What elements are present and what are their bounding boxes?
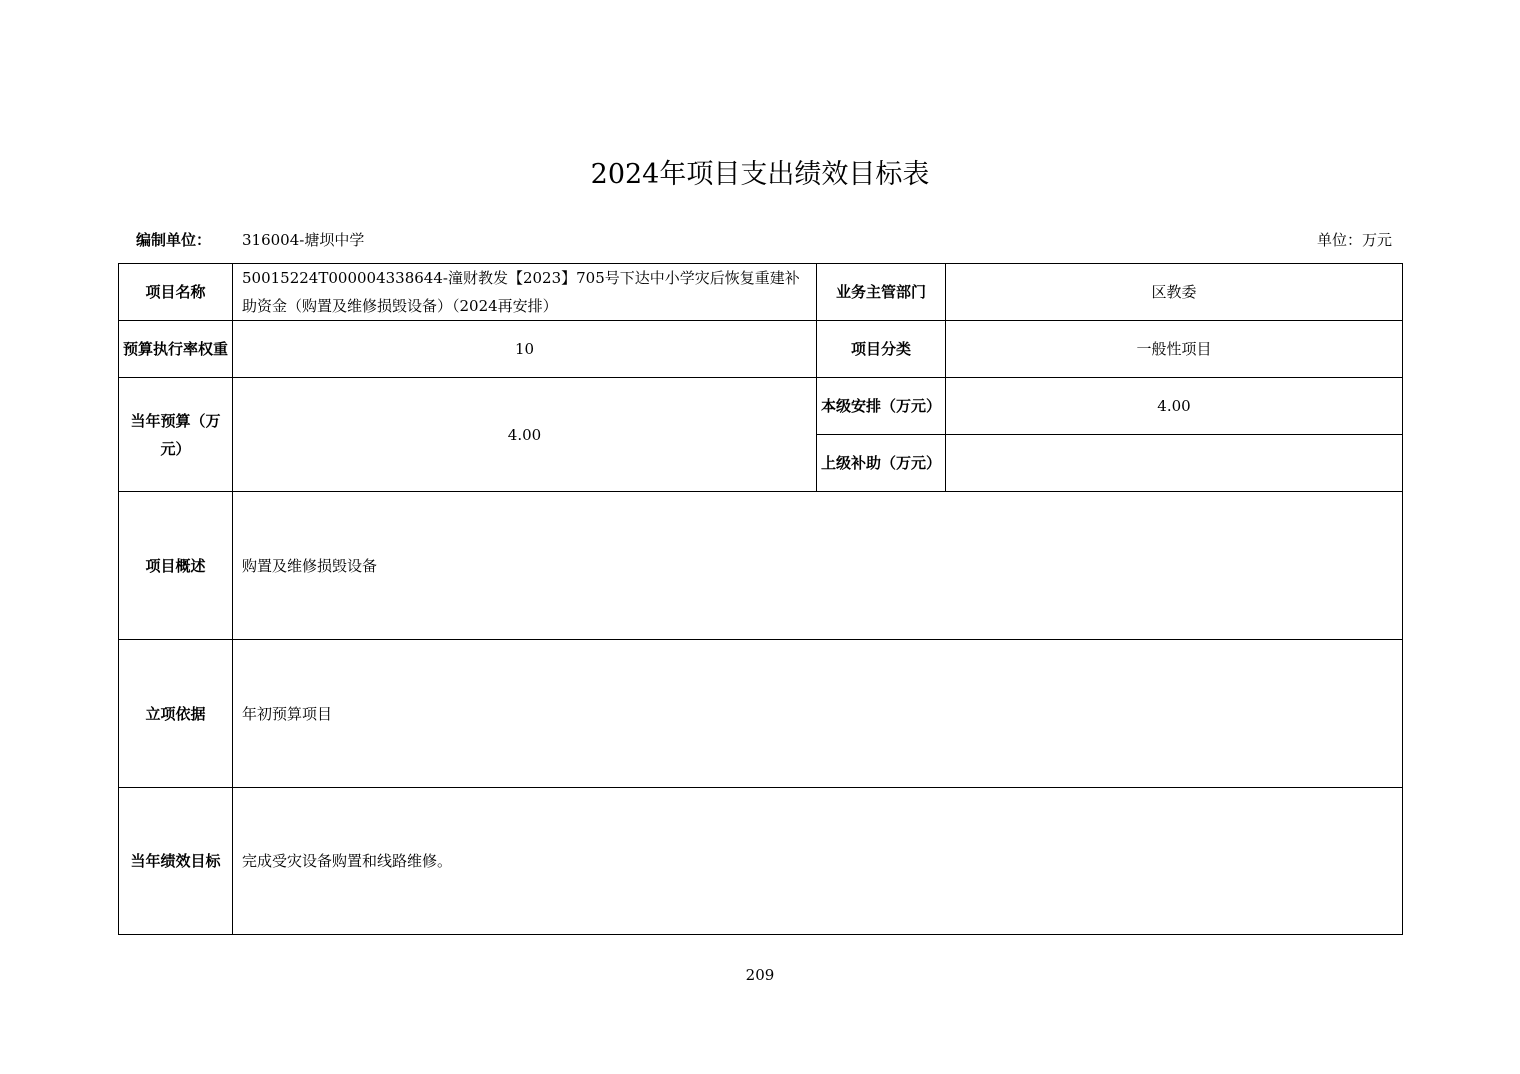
- basis-value: 年初预算项目: [233, 640, 1403, 788]
- local-arrangement-label: 本级安排（万元）: [817, 378, 946, 435]
- dept-value: 区教委: [946, 264, 1403, 321]
- upper-subsidy-value: [946, 435, 1403, 492]
- project-name-label: 项目名称: [119, 264, 233, 321]
- exec-rate-label: 预算执行率权重: [119, 321, 233, 378]
- unit-label: 单位：万元: [1316, 231, 1392, 249]
- overview-value: 购置及维修损毁设备: [233, 492, 1403, 640]
- exec-rate-value: 10: [233, 321, 817, 378]
- basis-label: 立项依据: [119, 640, 233, 788]
- upper-subsidy-label: 上级补助（万元）: [817, 435, 946, 492]
- budget-value: 4.00: [233, 378, 817, 492]
- overview-label: 项目概述: [119, 492, 233, 640]
- performance-table: [118, 263, 1403, 935]
- goal-value: 完成受灾设备购置和线路维修。: [233, 788, 1403, 935]
- compiler-label: 编制单位：: [136, 231, 212, 249]
- project-name-value: 50015224T000004338644-潼财教发【2023】705号下达中小学灾后恢复重建补助资金（购置及维修损毁设备）（2024再安排）: [233, 264, 817, 321]
- local-arrangement-value: 4.00: [946, 378, 1403, 435]
- goal-label: 当年绩效目标: [119, 788, 233, 935]
- page-title: 2024年项目支出绩效目标表: [590, 159, 930, 190]
- category-label: 项目分类: [817, 321, 946, 378]
- category-value: 一般性项目: [946, 321, 1403, 378]
- dept-label: 业务主管部门: [817, 264, 946, 321]
- page-number: 209: [745, 966, 775, 984]
- budget-label: 当年预算（万元）: [119, 378, 233, 492]
- compiler-value: 316004-塘坝中学: [242, 231, 365, 249]
